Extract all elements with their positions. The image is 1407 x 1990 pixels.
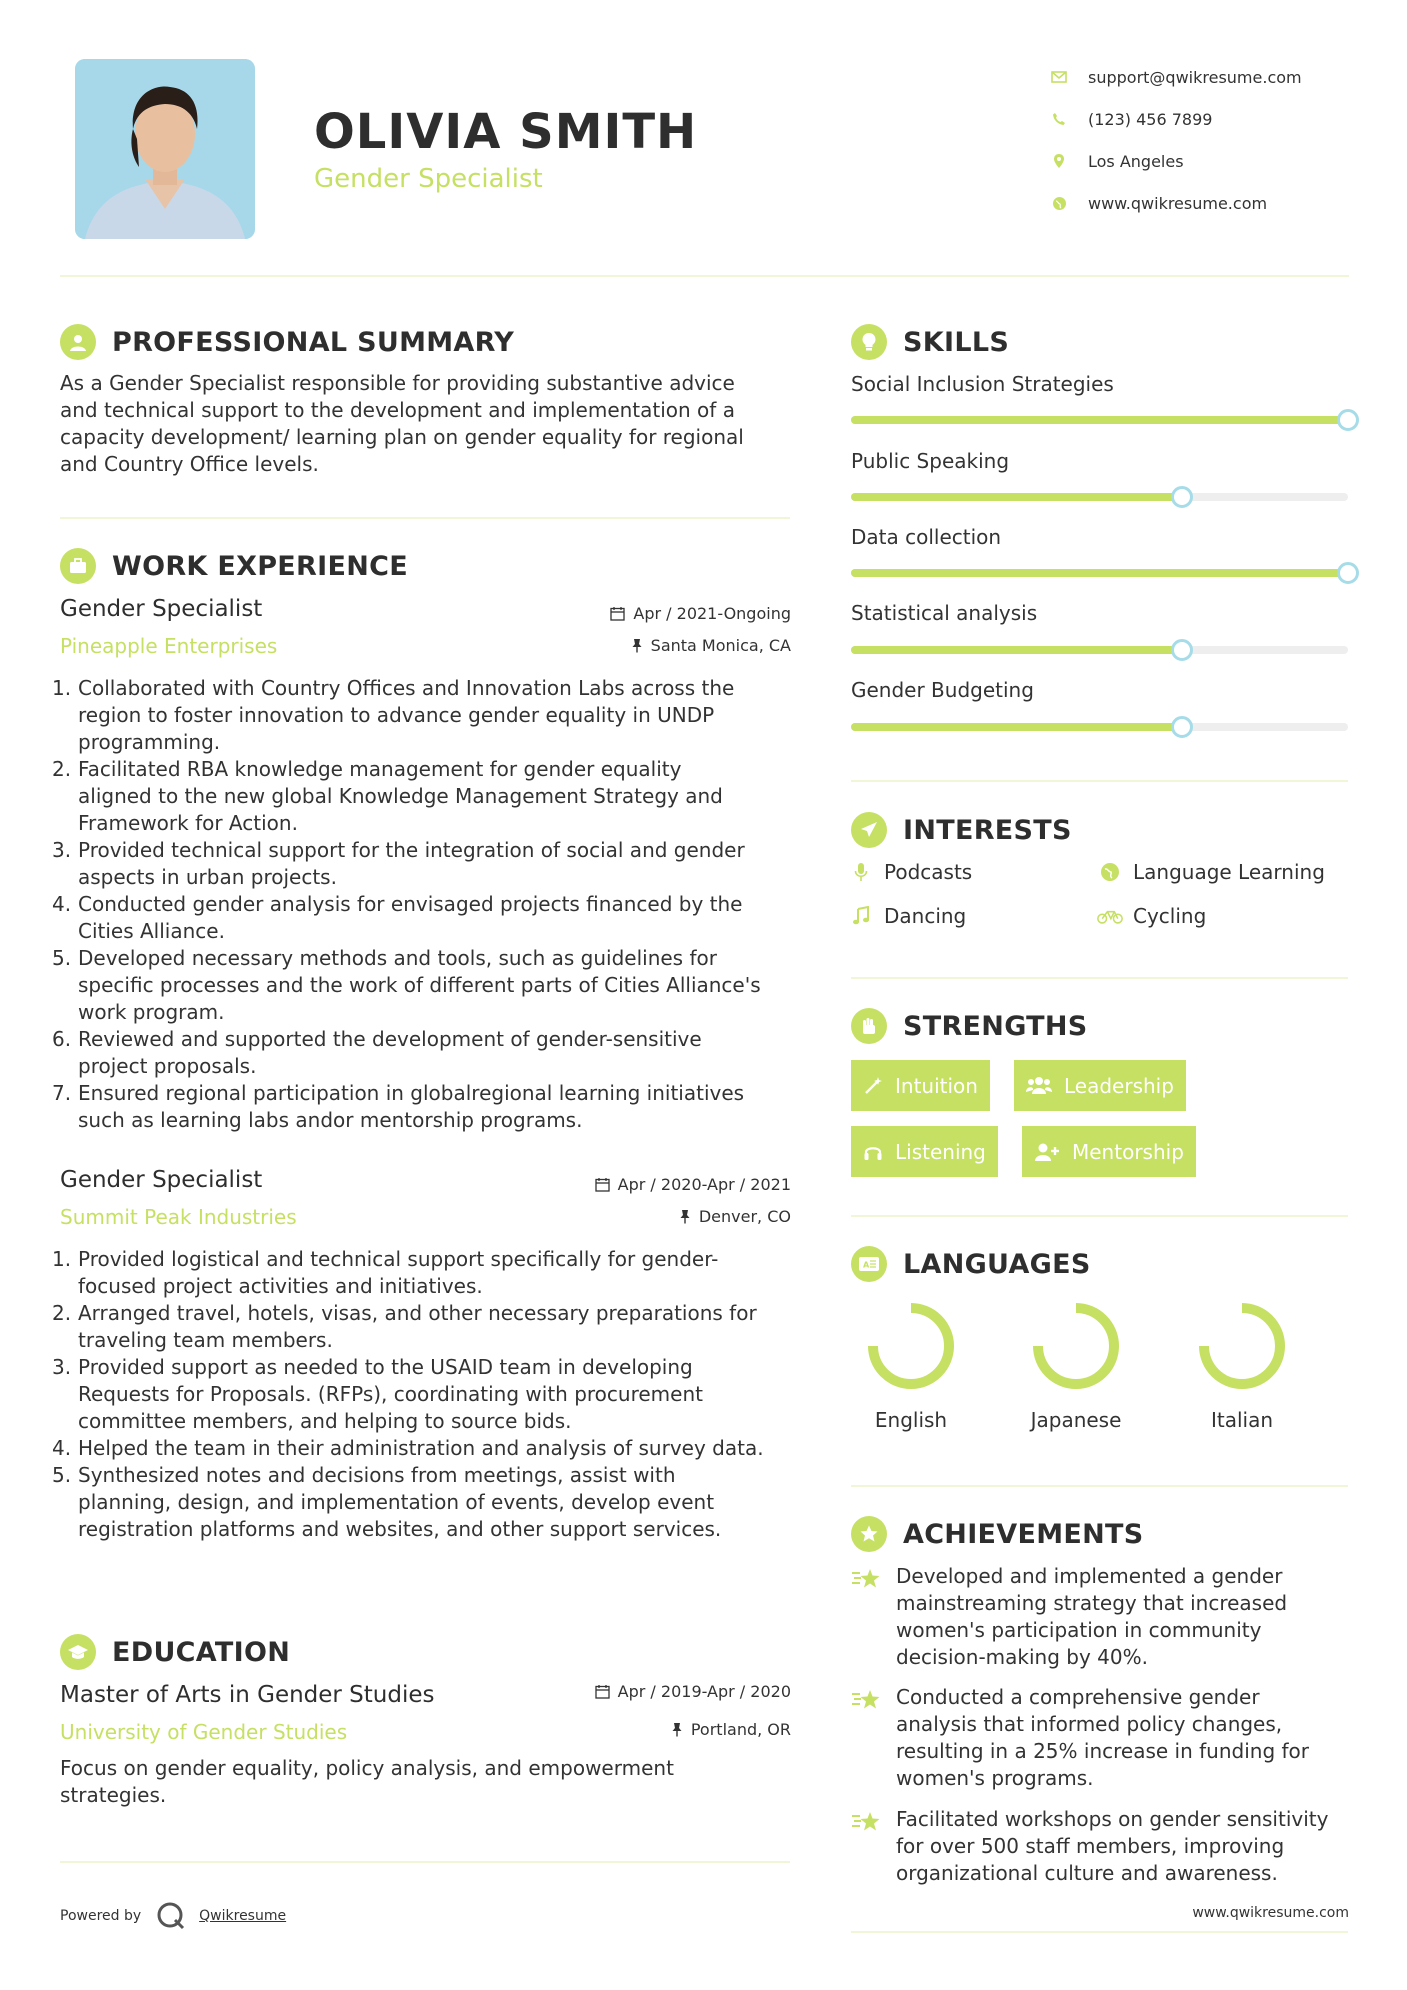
achievements-divider — [851, 1931, 1348, 1933]
item-line: programming. — [78, 730, 221, 754]
list-item — [52, 756, 800, 837]
item-line: aligned to the new global Knowledge Management Strategy and — [78, 784, 723, 808]
achievement-line: resulting in a 25% increase in funding for — [896, 1739, 1309, 1763]
item-line: focused project activities and initiatives. — [78, 1274, 483, 1298]
skills-header — [851, 324, 1009, 360]
language-ring — [1030, 1300, 1122, 1392]
language-ring-arc — [1204, 1308, 1280, 1384]
footer-website[interactable]: www.qwikresume.com — [1192, 1905, 1349, 1921]
job-responsibilities — [52, 1246, 800, 1543]
language-ring — [865, 1300, 957, 1392]
item-number: 4. — [52, 1436, 72, 1460]
language-item — [1162, 1300, 1322, 1432]
qwikresume-logo-icon — [155, 1900, 187, 1932]
language-card-icon — [851, 1246, 887, 1282]
summary-divider — [60, 517, 790, 519]
item-line: Framework for Action. — [78, 811, 298, 835]
education-title: EDUCATION — [112, 1636, 291, 1668]
achievement-line: Conducted a comprehensive gender — [896, 1685, 1260, 1709]
qwikresume-link[interactable]: Qwikresume — [199, 1908, 287, 1924]
summary-line: and Country Office levels. — [60, 452, 319, 476]
job-location — [500, 1207, 791, 1226]
interests-title: INTERESTS — [903, 814, 1072, 846]
language-ring-arc — [873, 1308, 949, 1384]
item-line: Provided logistical and technical support specifically for gender- — [78, 1247, 719, 1271]
skill-label: Gender Budgeting — [851, 678, 1034, 702]
contact-location — [1050, 140, 1302, 182]
graduation-cap-icon — [60, 1634, 96, 1670]
skill-bar-knob — [1171, 716, 1193, 738]
skill-bar — [851, 416, 1348, 424]
list-item — [52, 945, 800, 1026]
user-icon — [60, 324, 96, 360]
footer-powered-by — [60, 1900, 286, 1932]
job-company: Pineapple Enterprises — [60, 634, 278, 658]
skill-label: Social Inclusion Strategies — [851, 372, 1114, 396]
item-line: Arranged travel, hotels, visas, and other necessary preparations for — [78, 1301, 757, 1325]
skill-label: Public Speaking — [851, 449, 1010, 473]
item-line: traveling team members. — [78, 1328, 333, 1352]
job-location-text: Santa Monica, CA — [650, 636, 791, 655]
achievement-line: women's programs. — [896, 1766, 1094, 1790]
item-line: aspects in urban projects. — [78, 865, 337, 889]
education-divider — [60, 1861, 790, 1863]
language-item — [831, 1300, 991, 1432]
profile-photo — [75, 59, 255, 239]
calendar-icon — [595, 1684, 610, 1699]
interests-divider — [851, 977, 1348, 979]
pushpin-icon — [671, 1722, 683, 1737]
paper-plane-icon — [851, 812, 887, 848]
item-line: Conducted gender analysis for envisaged projects financed by the — [78, 892, 743, 916]
achievement-item — [851, 1806, 1361, 1887]
lightbulb-icon — [851, 324, 887, 360]
strengths-title: STRENGTHS — [903, 1010, 1088, 1042]
education-location — [500, 1720, 791, 1739]
item-line: Synthesized notes and decisions from meetings, assist with — [78, 1463, 676, 1487]
briefcase-icon — [60, 548, 96, 584]
job-dates-text: Apr / 2021-Ongoing — [633, 604, 791, 623]
item-line: specific processes and the work of different parts of Cities Alliance's — [78, 973, 761, 997]
contact-phone-text: (123) 456 7899 — [1088, 109, 1213, 129]
achievement-line: women's participation in community — [896, 1618, 1262, 1642]
skill-bar-fill — [851, 723, 1182, 731]
achievement-item — [851, 1684, 1361, 1792]
strength-label: Listening — [895, 1139, 986, 1164]
school-name: University of Gender Studies — [60, 1720, 348, 1744]
item-number: 5. — [52, 1463, 72, 1487]
job-location-text: Denver, CO — [698, 1207, 791, 1226]
item-line: planning, design, and implementation of events, develop event — [78, 1490, 715, 1514]
item-line: Provided technical support for the integration of social and gender — [78, 838, 745, 862]
summary-line: capacity development/ learning plan on gender equality for regional — [60, 425, 744, 449]
contact-email[interactable] — [1050, 56, 1302, 98]
interest-item — [848, 904, 966, 928]
achievement-line: for over 500 staff members, improving — [896, 1834, 1285, 1858]
language-item — [996, 1300, 1156, 1432]
shooting-star-icon — [851, 1684, 896, 1792]
interest-item — [1097, 860, 1325, 884]
item-number: 3. — [52, 1355, 72, 1379]
interest-label: Cycling — [1133, 904, 1207, 928]
item-line: Requests for Proposals. (RFPs), coordinating with procurement — [78, 1382, 703, 1406]
magic-wand-icon — [863, 1076, 883, 1096]
user-plus-icon — [1034, 1142, 1060, 1162]
strength-label: Mentorship — [1072, 1139, 1184, 1164]
job-title: Gender Specialist — [60, 596, 263, 622]
skill-bar-fill — [851, 493, 1182, 501]
calendar-icon — [595, 1177, 610, 1192]
interest-item — [1097, 904, 1206, 928]
item-number: 5. — [52, 946, 72, 970]
job-title: Gender Specialist — [60, 1167, 263, 1193]
microphone-icon — [848, 862, 874, 882]
strength-label: Intuition — [895, 1073, 978, 1098]
achievement-line: decision-making by 40%. — [896, 1645, 1148, 1669]
list-item — [52, 1435, 800, 1462]
skill-bar-knob — [1171, 486, 1193, 508]
skill-label: Statistical analysis — [851, 601, 1038, 625]
education-description — [60, 1755, 800, 1809]
strength-pill — [851, 1126, 998, 1177]
item-line: registration platforms and websites, and other support services. — [78, 1517, 722, 1541]
summary-header — [60, 324, 514, 360]
experience-title: WORK EXPERIENCE — [112, 550, 408, 582]
item-line: Collaborated with Country Offices and Innovation Labs across the — [78, 676, 735, 700]
summary-line: As a Gender Specialist responsible for providing substantive advice — [60, 371, 735, 395]
envelope-icon — [1050, 68, 1068, 86]
skill-label: Data collection — [851, 525, 1002, 549]
contact-website[interactable] — [1050, 182, 1302, 224]
education-dates-text: Apr / 2019-Apr / 2020 — [617, 1682, 791, 1701]
globe-icon — [1097, 862, 1123, 882]
item-line: Developed necessary methods and tools, such as guidelines for — [78, 946, 717, 970]
item-number: 2. — [52, 1301, 72, 1325]
strengths-header — [851, 1008, 1088, 1044]
item-line: Provided support as needed to the USAID team in developing — [78, 1355, 693, 1379]
job-company: Summit Peak Industries — [60, 1205, 297, 1229]
education-line: Focus on gender equality, policy analysis, and empowerment — [60, 1756, 674, 1780]
interest-label: Language Learning — [1133, 860, 1325, 884]
item-number: 2. — [52, 757, 72, 781]
skill-bar-knob — [1171, 639, 1193, 661]
shooting-star-icon — [851, 1806, 896, 1887]
bicycle-icon — [1097, 907, 1123, 925]
achievement-line: Developed and implemented a gender — [896, 1564, 1283, 1588]
achievement-item — [851, 1563, 1361, 1671]
list-item — [52, 1354, 800, 1435]
strength-pill — [1022, 1126, 1196, 1177]
job-responsibilities — [52, 675, 800, 1134]
contact-website-text: www.qwikresume.com — [1088, 193, 1268, 213]
list-item — [52, 1462, 800, 1543]
skill-bar-fill — [851, 416, 1348, 424]
item-number: 1. — [52, 676, 72, 700]
job-dates — [500, 604, 791, 623]
skill-bar-knob — [1337, 562, 1359, 584]
list-item — [52, 675, 800, 756]
strength-pill — [851, 1060, 990, 1111]
languages-header — [851, 1246, 1091, 1282]
item-line: project proposals. — [78, 1054, 257, 1078]
item-number: 4. — [52, 892, 72, 916]
powered-by-text: Powered by — [60, 1908, 142, 1924]
skill-bar-knob — [1337, 409, 1359, 431]
summary-line: and technical support to the development and implementation of a — [60, 398, 735, 422]
users-icon — [1026, 1076, 1052, 1096]
item-line: region to foster innovation to advance gender equality in UNDP — [78, 703, 715, 727]
pushpin-icon — [679, 1209, 691, 1224]
interest-item — [848, 860, 972, 884]
music-note-icon — [848, 906, 874, 926]
education-line: strategies. — [60, 1783, 167, 1807]
star-badge-icon — [851, 1516, 887, 1552]
skill-bar — [851, 493, 1348, 501]
list-item — [52, 1026, 800, 1080]
summary-title: PROFESSIONAL SUMMARY — [112, 326, 515, 358]
item-number: 3. — [52, 838, 72, 862]
language-label: Italian — [1210, 1408, 1274, 1432]
language-label: English — [874, 1408, 948, 1432]
skills-divider — [851, 780, 1348, 782]
interests-header — [851, 812, 1072, 848]
pushpin-icon — [631, 638, 643, 653]
experience-header — [60, 548, 408, 584]
contact-location-text: Los Angeles — [1088, 151, 1184, 171]
languages-divider — [851, 1485, 1348, 1487]
item-line: work program. — [78, 1000, 225, 1024]
interest-label: Podcasts — [884, 860, 973, 884]
raised-fist-icon — [851, 1008, 887, 1044]
degree-title: Master of Arts in Gender Studies — [60, 1682, 435, 1708]
list-item — [52, 1246, 800, 1300]
education-header — [60, 1634, 290, 1670]
list-item — [52, 1080, 800, 1134]
candidate-role: Gender Specialist — [314, 164, 543, 194]
achievements-header — [851, 1516, 1144, 1552]
headphones-icon — [863, 1142, 883, 1162]
skills-title: SKILLS — [903, 326, 1010, 358]
header-divider — [60, 275, 1349, 277]
svg-text:A: A — [863, 1260, 870, 1270]
map-pin-icon — [1050, 152, 1068, 170]
job-dates-text: Apr / 2020-Apr / 2021 — [617, 1175, 791, 1194]
language-ring-arc — [1038, 1308, 1114, 1384]
item-line: Helped the team in their administration and analysis of survey data. — [78, 1436, 764, 1460]
calendar-icon — [610, 606, 625, 621]
language-ring — [1196, 1300, 1288, 1392]
achievement-line: analysis that informed policy changes, — [896, 1712, 1283, 1736]
summary-text — [60, 370, 800, 478]
achievement-line: organizational culture and awareness. — [896, 1861, 1278, 1885]
language-label: Japanese — [1030, 1408, 1122, 1432]
achievements-title: ACHIEVEMENTS — [903, 1518, 1144, 1550]
skill-bar — [851, 646, 1348, 654]
item-line: such as learning labs andor mentorship programs. — [78, 1108, 583, 1132]
skill-bar-fill — [851, 569, 1348, 577]
item-number: 1. — [52, 1247, 72, 1271]
education-location-text: Portland, OR — [690, 1720, 791, 1739]
skill-bar — [851, 723, 1348, 731]
phone-icon — [1050, 110, 1068, 128]
job-dates — [500, 1175, 791, 1194]
globe-icon — [1050, 194, 1068, 212]
item-line: committee members, and helping to source bids. — [78, 1409, 572, 1433]
strength-label: Leadership — [1064, 1073, 1174, 1098]
achievement-line: mainstreaming strategy that increased — [896, 1591, 1288, 1615]
contact-email-text: support@qwikresume.com — [1088, 67, 1302, 87]
job-location — [500, 636, 791, 655]
contact-phone[interactable] — [1050, 98, 1302, 140]
item-line: Cities Alliance. — [78, 919, 225, 943]
list-item — [52, 837, 800, 891]
contact-block — [1050, 56, 1302, 224]
item-number: 7. — [52, 1081, 72, 1105]
item-line: Facilitated RBA knowledge management for gender equality — [78, 757, 682, 781]
shooting-star-icon — [851, 1563, 896, 1671]
strengths-divider — [851, 1215, 1348, 1217]
interest-label: Dancing — [884, 904, 967, 928]
achievement-line: Facilitated workshops on gender sensitivity — [896, 1807, 1329, 1831]
list-item — [52, 1300, 800, 1354]
item-number: 6. — [52, 1027, 72, 1051]
strength-pill — [1014, 1060, 1186, 1111]
skill-bar-fill — [851, 646, 1182, 654]
skill-bar — [851, 569, 1348, 577]
list-item — [52, 891, 800, 945]
item-line: Ensured regional participation in globalregional learning initiatives — [78, 1081, 745, 1105]
education-dates — [500, 1682, 791, 1701]
languages-title: LANGUAGES — [903, 1248, 1091, 1280]
item-line: Reviewed and supported the development of gender-sensitive — [78, 1027, 702, 1051]
candidate-name: OLIVIA SMITH — [314, 104, 698, 160]
